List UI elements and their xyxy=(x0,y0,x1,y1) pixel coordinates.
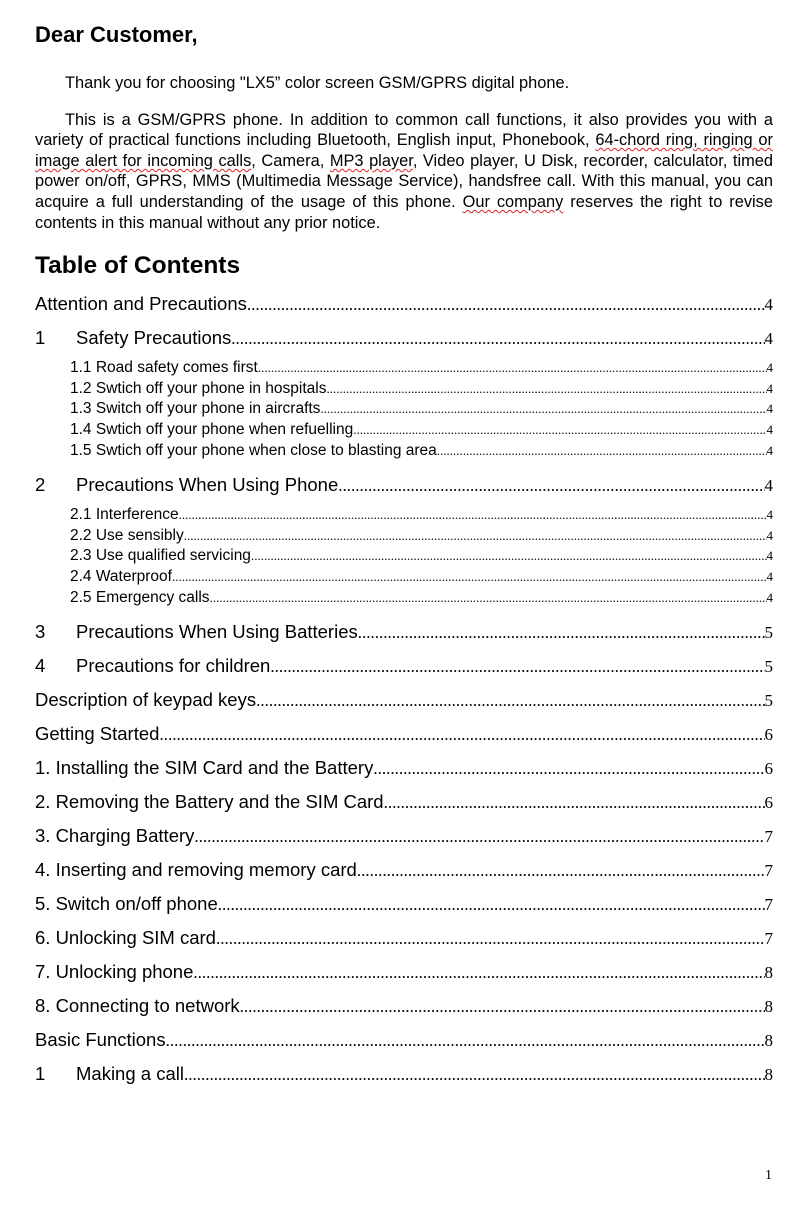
toc-subentry[interactable] xyxy=(35,567,773,588)
toc-entry-text: Precautions for children xyxy=(76,655,271,677)
toc-leader-dots xyxy=(353,420,766,441)
toc-leader-dots xyxy=(179,505,767,526)
intro-text-segment: , Camera, xyxy=(251,151,330,170)
toc-entry-number: 4 xyxy=(35,655,46,677)
spellcheck-flagged-text: Our company xyxy=(462,192,564,211)
toc-leader-dots xyxy=(357,854,765,887)
toc-subentry[interactable] xyxy=(35,379,773,400)
toc-leader-dots xyxy=(258,358,767,379)
toc-entry[interactable] xyxy=(35,683,773,717)
toc-entry-label: 2.4 Waterproof xyxy=(70,567,172,585)
toc-page-number: 4 xyxy=(766,589,773,605)
toc-leader-dots xyxy=(256,684,764,717)
toc-leader-dots xyxy=(216,922,765,955)
toc-leader-dots xyxy=(172,567,767,588)
toc-entry-label: 1. Installing the SIM Card and the Battery xyxy=(35,757,374,779)
toc-leader-dots xyxy=(320,399,766,420)
toc-entry[interactable] xyxy=(35,921,773,955)
toc-leader-dots xyxy=(184,526,767,547)
toc-entry-label: 2. Removing the Battery and the SIM Card xyxy=(35,791,384,813)
toc-page-number: 7 xyxy=(764,827,773,847)
toc-entry-label: 3. Charging Battery xyxy=(35,825,195,847)
toc-leader-dots xyxy=(338,469,764,502)
toc-entry[interactable] xyxy=(35,955,773,989)
toc-entry-text: Precautions When Using Batteries xyxy=(76,621,358,643)
toc-leader-dots xyxy=(240,990,765,1023)
toc-entry-label xyxy=(35,1057,184,1091)
toc-page-number: 4 xyxy=(766,360,773,376)
toc-page-number: 6 xyxy=(764,759,773,779)
spellcheck-flagged-text: MP3 player xyxy=(329,151,413,170)
toc-entry-text: Making a call xyxy=(76,1063,184,1085)
toc-page-number: 4 xyxy=(766,548,773,564)
toc-entry-label: 6. Unlocking SIM card xyxy=(35,927,216,949)
toc-leader-dots xyxy=(166,1024,765,1057)
toc-subentry[interactable] xyxy=(35,420,773,441)
document-page xyxy=(35,18,773,1091)
intro-text-segment: reserves the right to revise contents in this manual without any prior notice. xyxy=(35,192,773,232)
toc-entry[interactable] xyxy=(35,615,773,649)
toc-entry-label: 1.2 Swtich off your phone in hospitals xyxy=(70,379,327,397)
toc-page-number: 7 xyxy=(764,929,773,949)
toc-entry-number: 1 xyxy=(35,327,46,349)
toc-entry-label xyxy=(35,649,270,683)
toc-entry-label: 7. Unlocking phone xyxy=(35,961,194,983)
toc-title: Table of Contents xyxy=(35,252,241,280)
toc-entry-label: 2.1 Interference xyxy=(70,506,179,524)
toc-entry-label: 1.3 Switch off your phone in aircrafts xyxy=(70,400,321,418)
toc-leader-dots xyxy=(373,752,764,785)
intro-paragraph-1: Thank you for choosing "LX5” color screen GSM/GPRS digital phone. xyxy=(65,74,570,92)
toc-entry[interactable] xyxy=(35,649,773,683)
toc-page-number: 5 xyxy=(764,691,773,711)
toc-subentry[interactable] xyxy=(35,505,773,526)
toc-page-number: 4 xyxy=(766,401,773,417)
toc-subentry[interactable] xyxy=(35,526,773,547)
toc-leader-dots xyxy=(358,616,765,649)
toc-page-number: 4 xyxy=(766,568,773,584)
toc-entry[interactable] xyxy=(35,751,773,785)
toc-leader-dots xyxy=(231,322,764,355)
toc-subentry[interactable] xyxy=(35,546,773,567)
toc-leader-dots xyxy=(210,588,767,609)
toc-entry-label: 1.5 Swtich off your phone when close to blasting area xyxy=(70,441,437,459)
toc-page-number: 4 xyxy=(764,295,773,315)
toc-page-number: 4 xyxy=(764,476,773,496)
toc-entry[interactable] xyxy=(35,1057,773,1091)
toc-entry-number: 3 xyxy=(35,621,46,643)
toc-entry-number: 2 xyxy=(35,474,46,496)
toc-entry-label: 4. Inserting and removing memory card xyxy=(35,859,357,881)
toc-leader-dots xyxy=(251,546,767,567)
toc-page-number: 6 xyxy=(764,725,773,745)
toc-leader-dots xyxy=(270,650,764,683)
toc-entry-label xyxy=(35,615,358,649)
toc-subentry[interactable] xyxy=(35,399,773,420)
toc-subsection-group xyxy=(35,502,773,615)
toc-page-number: 4 xyxy=(766,507,773,523)
toc-leader-dots xyxy=(193,956,764,989)
toc-leader-dots xyxy=(437,441,767,462)
toc-page-number: 4 xyxy=(766,421,773,437)
page-number: 1 xyxy=(765,1168,772,1183)
toc-entry[interactable] xyxy=(35,321,773,355)
toc-entry-label: Getting Started xyxy=(35,723,160,745)
spellcheck-flagged-text: 64-chord ring, ringing or image alert for incoming calls xyxy=(35,131,773,170)
toc-page-number: 8 xyxy=(764,1031,773,1051)
toc-page-number: 8 xyxy=(764,997,773,1017)
toc-leader-dots xyxy=(326,379,766,400)
toc-subsection-group xyxy=(35,355,773,468)
toc-entry[interactable] xyxy=(35,887,773,921)
toc-entry[interactable] xyxy=(35,785,773,819)
toc-entry-label: 1.1 Road safety comes first xyxy=(70,359,258,377)
toc-entry-label: 2.2 Use sensibly xyxy=(70,526,184,544)
toc-entry-label: Basic Functions xyxy=(35,1029,166,1051)
toc-entry-label: Attention and Precautions xyxy=(35,293,247,315)
toc-entry[interactable] xyxy=(35,989,773,1023)
toc-subentry[interactable] xyxy=(35,358,773,379)
toc-entry[interactable] xyxy=(35,468,773,502)
toc-leader-dots xyxy=(184,1058,765,1091)
toc-entry[interactable] xyxy=(35,1023,773,1057)
toc-page-number: 4 xyxy=(766,380,773,396)
toc-subentry[interactable] xyxy=(35,588,773,609)
toc-leader-dots xyxy=(247,288,765,321)
toc-entry-label xyxy=(35,321,231,355)
toc-page-number: 5 xyxy=(764,657,773,677)
toc-entry[interactable] xyxy=(35,819,773,853)
toc-page-number: 4 xyxy=(764,329,773,349)
toc-page-number: 4 xyxy=(766,442,773,458)
toc-entry-text: Safety Precautions xyxy=(76,327,232,349)
toc-entry-label: 8. Connecting to network xyxy=(35,995,240,1017)
toc-page-number: 5 xyxy=(764,623,773,643)
intro-paragraph-2 xyxy=(35,110,773,234)
toc-leader-dots xyxy=(218,888,765,921)
toc-leader-dots xyxy=(194,820,764,853)
toc-entry-text: Precautions When Using Phone xyxy=(76,474,339,496)
toc-page-number: 6 xyxy=(764,793,773,813)
toc-page-number: 8 xyxy=(764,963,773,983)
toc-entry-number: 1 xyxy=(35,1063,46,1085)
toc-entry[interactable] xyxy=(35,717,773,751)
intro-text-segment: This is a GSM/GPRS phone. In addition to common call functions, it also provides you with a variety of practical functions including Bluetooth, English input, Phonebook, xyxy=(35,110,773,150)
toc-entry-label: 2.3 Use qualified servicing xyxy=(70,547,251,565)
toc-leader-dots xyxy=(384,786,765,819)
greeting-heading: Dear Customer, xyxy=(35,22,198,47)
toc-page-number: 7 xyxy=(764,895,773,915)
toc-entry[interactable] xyxy=(35,287,773,321)
toc-entry-label: 5. Switch on/off phone xyxy=(35,893,218,915)
toc-entry-label: 1.4 Swtich off your phone when refuelling xyxy=(70,420,354,438)
toc-page-number: 8 xyxy=(764,1065,773,1085)
toc-page-number: 4 xyxy=(766,527,773,543)
toc-entry-label xyxy=(35,468,338,502)
table-of-contents xyxy=(35,287,773,1091)
toc-leader-dots xyxy=(159,718,764,751)
toc-entry-label: 2.5 Emergency calls xyxy=(70,588,210,606)
toc-subentry[interactable] xyxy=(35,441,773,462)
toc-entry[interactable] xyxy=(35,853,773,887)
intro-text-segment: , Video player, U Disk, recorder, calculator, timed power on/off, GPRS, MMS (Multimedia Message Service), handsfree call. With this manual, you can acquire a full understanding of the usage of this phone. xyxy=(35,151,774,211)
toc-entry-label: Description of keypad keys xyxy=(35,689,257,711)
toc-page-number: 7 xyxy=(764,861,773,881)
